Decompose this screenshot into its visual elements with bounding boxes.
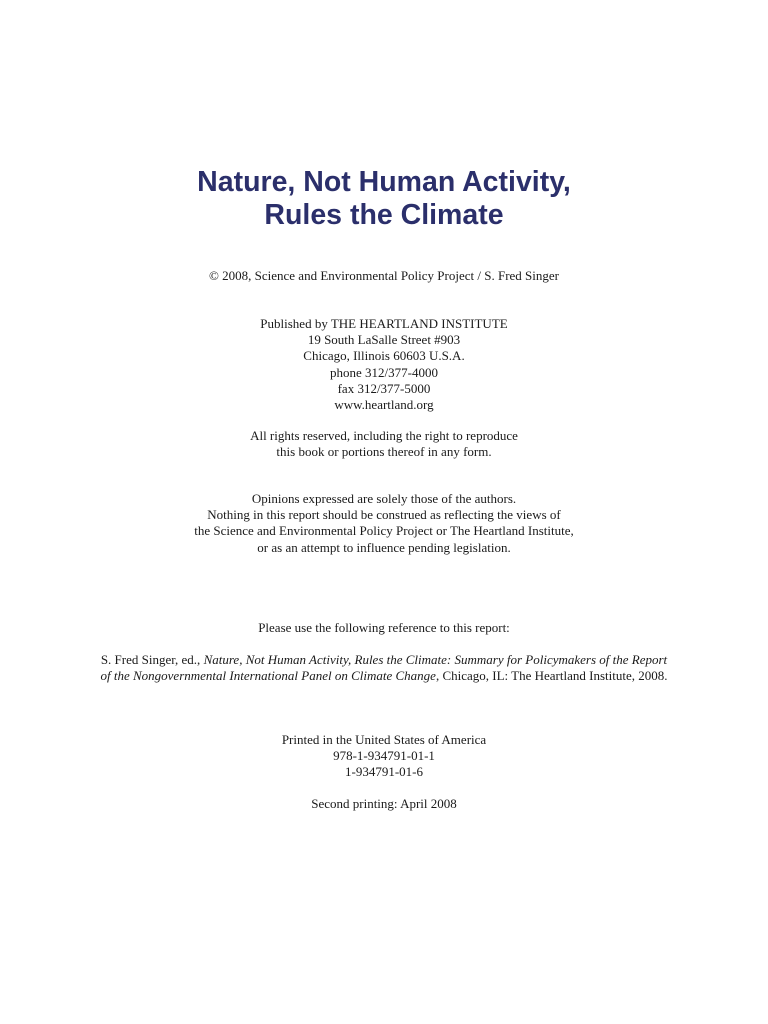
published-by: Published by THE HEARTLAND INSTITUTE: [260, 316, 508, 331]
publisher-fax: fax 312/377-5000: [337, 380, 431, 396]
rights-line-2: this book or portions thereof in any form.: [276, 444, 492, 460]
isbn-10: 1-934791-01-6: [345, 764, 423, 780]
title-line-2: Rules the Climate: [264, 199, 504, 231]
citation-author: S. Fred Singer, ed.,: [100, 652, 201, 667]
title-line-1: Nature, Not Human Activity,: [197, 166, 571, 198]
copyright-text: © 2008, Science and Environmental Policy Project / S. Fred Singer: [209, 268, 559, 283]
publisher-street: 19 South LaSalle Street #903: [307, 332, 461, 348]
citation-rest: , Chicago, IL: The Heartland Institute, 2008.: [435, 668, 668, 684]
rights-line-1: All rights reserved, including the right to reproduce: [250, 428, 518, 443]
copyright-notice: [0, 268, 768, 284]
opinions-line-1: Opinions expressed are solely those of the authors.: [251, 491, 517, 506]
printing-edition-text: Second printing: April 2008: [311, 796, 457, 811]
publisher-website: www.heartland.org: [334, 397, 434, 413]
publisher-info: [0, 316, 768, 413]
opinions-line-3: the Science and Environmental Policy Project or The Heartland Institute,: [194, 523, 574, 539]
isbn-13: 978-1-934791-01-1: [333, 748, 435, 764]
citation-title: Nature, Not Human Activity, Rules the Climate: Summary for Policymakers of the Report of the Nongovernmental International Panel on Climate Change: [100, 652, 668, 684]
printed-country: Printed in the United States of America: [281, 732, 487, 747]
publisher-city: Chicago, Illinois 60603 U.S.A.: [303, 348, 465, 364]
opinions-line-2: Nothing in this report should be construed as reflecting the views of: [207, 507, 561, 523]
opinions-disclaimer: [0, 491, 768, 556]
rights-notice: [0, 428, 768, 460]
page-title: [0, 166, 768, 232]
reference-intro: [0, 620, 768, 636]
publisher-phone: phone 312/377-4000: [330, 364, 438, 380]
reference-intro-text: Please use the following reference to this report:: [258, 620, 510, 635]
citation: [98, 652, 670, 684]
printing-info: [0, 732, 768, 781]
opinions-line-4: or as an attempt to influence pending legislation.: [257, 539, 511, 555]
printing-edition: [0, 796, 768, 812]
